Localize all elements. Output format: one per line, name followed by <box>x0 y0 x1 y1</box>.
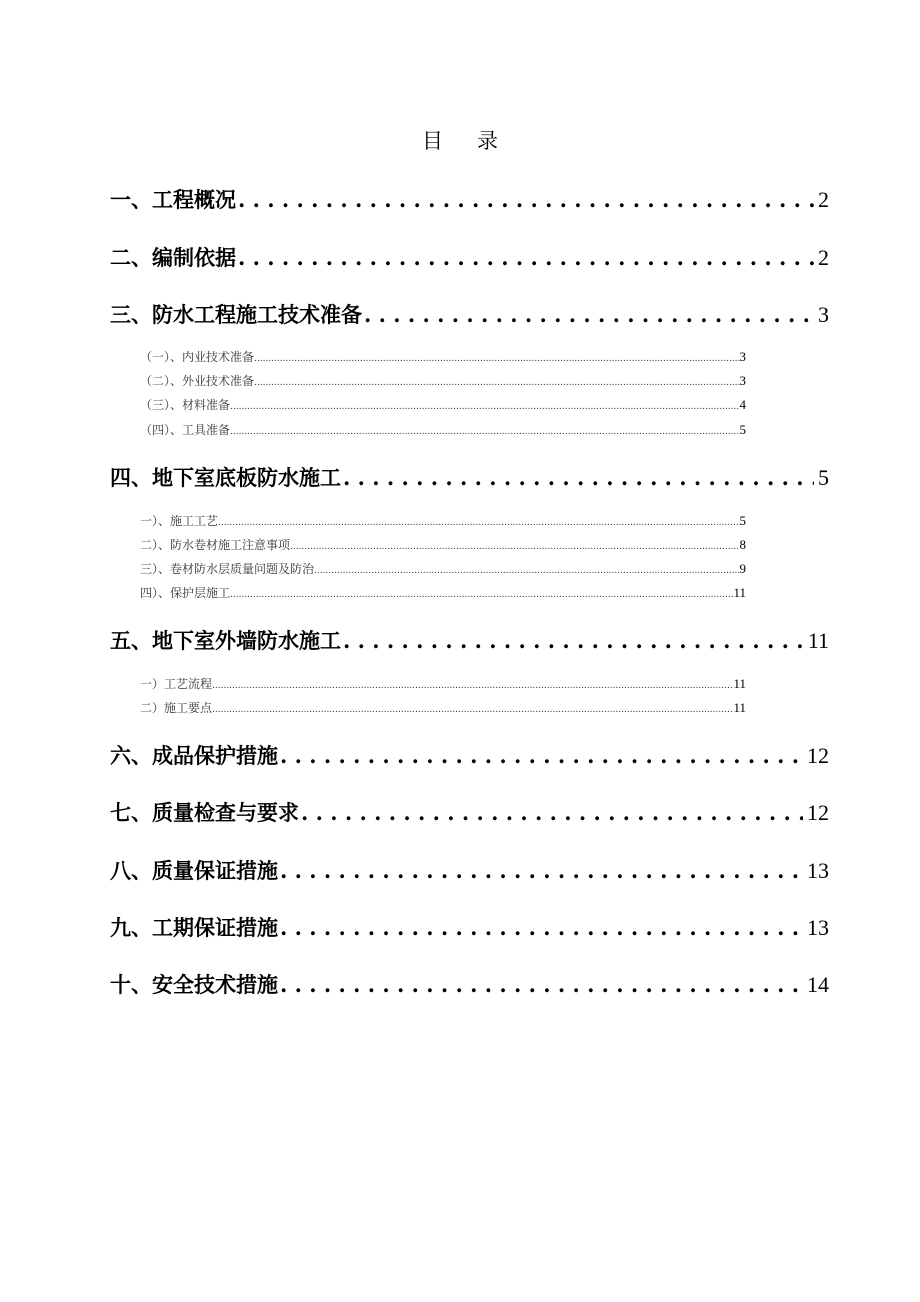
toc-leader-dots <box>278 972 803 997</box>
toc-subentry[interactable] <box>140 560 746 580</box>
toc-subentry-label: 二）施工要点 <box>140 701 213 715</box>
toc-entry-page: 12 <box>807 800 829 825</box>
toc-entry[interactable] <box>110 299 829 329</box>
toc-subentry-label: 二）、防水卷材施工注意事项 <box>140 538 291 552</box>
toc-leader-dots <box>230 423 739 437</box>
toc-entry-label: 八、质量保证措施 <box>110 858 278 883</box>
toc-subentry-label: 四）、保护层施工 <box>140 586 231 600</box>
toc-entry-label: 七、质量检查与要求 <box>110 800 299 825</box>
toc-title: 目录 <box>422 129 532 153</box>
toc-leader-dots <box>341 465 814 490</box>
toc-subentry[interactable] <box>140 699 746 719</box>
toc-leader-dots <box>236 245 814 270</box>
toc-entry-page: 11 <box>807 628 829 653</box>
toc-entry-label: 二、编制依据 <box>110 245 236 270</box>
toc-entry-label: 五、地下室外墙防水施工 <box>110 628 341 653</box>
toc-entry[interactable] <box>110 855 829 885</box>
toc-subentry[interactable] <box>140 396 746 416</box>
toc-leader-dots <box>254 374 739 388</box>
toc-entry[interactable] <box>110 740 829 770</box>
toc-subentry-page: 9 <box>739 561 746 576</box>
toc-entry-page: 14 <box>807 972 829 997</box>
toc-entry[interactable] <box>110 797 829 827</box>
toc-subentry[interactable] <box>140 348 746 368</box>
toc-subentry[interactable] <box>140 421 746 441</box>
toc-leader-dots <box>278 743 803 768</box>
toc-leader-dots <box>230 398 739 412</box>
toc-entry-page: 12 <box>807 743 829 768</box>
toc-entry-page: 13 <box>807 915 829 940</box>
toc-subentry[interactable] <box>140 675 746 695</box>
toc-leader-dots <box>314 562 739 576</box>
toc-entry[interactable] <box>110 625 829 655</box>
toc-entry-page: 2 <box>818 187 829 212</box>
toc-entry[interactable] <box>110 184 829 214</box>
toc-subentry-page: 11 <box>733 585 746 600</box>
toc-entry-label: 一、工程概况 <box>110 187 236 212</box>
toc-subentry-page: 4 <box>739 397 746 412</box>
toc-leader-dots <box>254 350 739 364</box>
toc-subentry-page: 8 <box>739 537 746 552</box>
toc-entry-page: 5 <box>818 465 829 490</box>
toc-subentry-label: （二）、外业技术准备 <box>140 374 255 388</box>
toc-leader-dots <box>290 538 739 552</box>
toc-subentry-page: 5 <box>739 422 746 437</box>
toc-entry-page: 3 <box>818 302 829 327</box>
toc-leader-dots <box>218 514 739 528</box>
toc-leader-dots <box>212 701 733 715</box>
toc-entry[interactable] <box>110 242 829 272</box>
toc-subentry-label: 三）、卷材防水层质量问题及防治 <box>140 562 315 576</box>
toc-subentry-page: 5 <box>739 513 746 528</box>
toc-subentry-page: 3 <box>739 349 746 364</box>
toc-leader-dots <box>236 187 814 212</box>
toc-subentry[interactable] <box>140 512 746 532</box>
toc-leader-dots <box>362 302 814 327</box>
toc-leader-dots <box>212 677 733 691</box>
toc-leader-dots <box>278 915 803 940</box>
toc-entry[interactable] <box>110 912 829 942</box>
toc-entry-page: 13 <box>807 858 829 883</box>
toc-subentry-label: （三）、材料准备 <box>140 398 231 412</box>
toc-subentry[interactable] <box>140 536 746 556</box>
toc-leader-dots <box>278 858 803 883</box>
toc-subentry-label: 一）工艺流程 <box>140 677 213 691</box>
toc-subentry-label: （一）、内业技术准备 <box>140 350 255 364</box>
toc-leader-dots <box>230 586 733 600</box>
toc-entry-label: 六、成品保护措施 <box>110 743 278 768</box>
toc-subentry-label: 一）、施工工艺 <box>140 514 219 528</box>
toc-subentry-page: 11 <box>733 700 746 715</box>
toc-subentry-page: 3 <box>739 373 746 388</box>
toc-subentry-page: 11 <box>733 676 746 691</box>
toc-leader-dots <box>341 628 804 653</box>
toc-entry-label: 十、安全技术措施 <box>110 972 278 997</box>
toc-entry[interactable] <box>110 969 829 999</box>
toc-subentry-label: （四）、工具准备 <box>140 423 231 437</box>
toc-entry[interactable] <box>110 462 829 492</box>
toc-entry-label: 四、地下室底板防水施工 <box>110 465 341 490</box>
toc-entry-label: 九、工期保证措施 <box>110 915 278 940</box>
toc-entry-page: 2 <box>818 245 829 270</box>
toc-subentry[interactable] <box>140 584 746 604</box>
toc-leader-dots <box>299 800 803 825</box>
toc-subentry[interactable] <box>140 372 746 392</box>
toc-entry-label: 三、防水工程施工技术准备 <box>110 302 362 327</box>
